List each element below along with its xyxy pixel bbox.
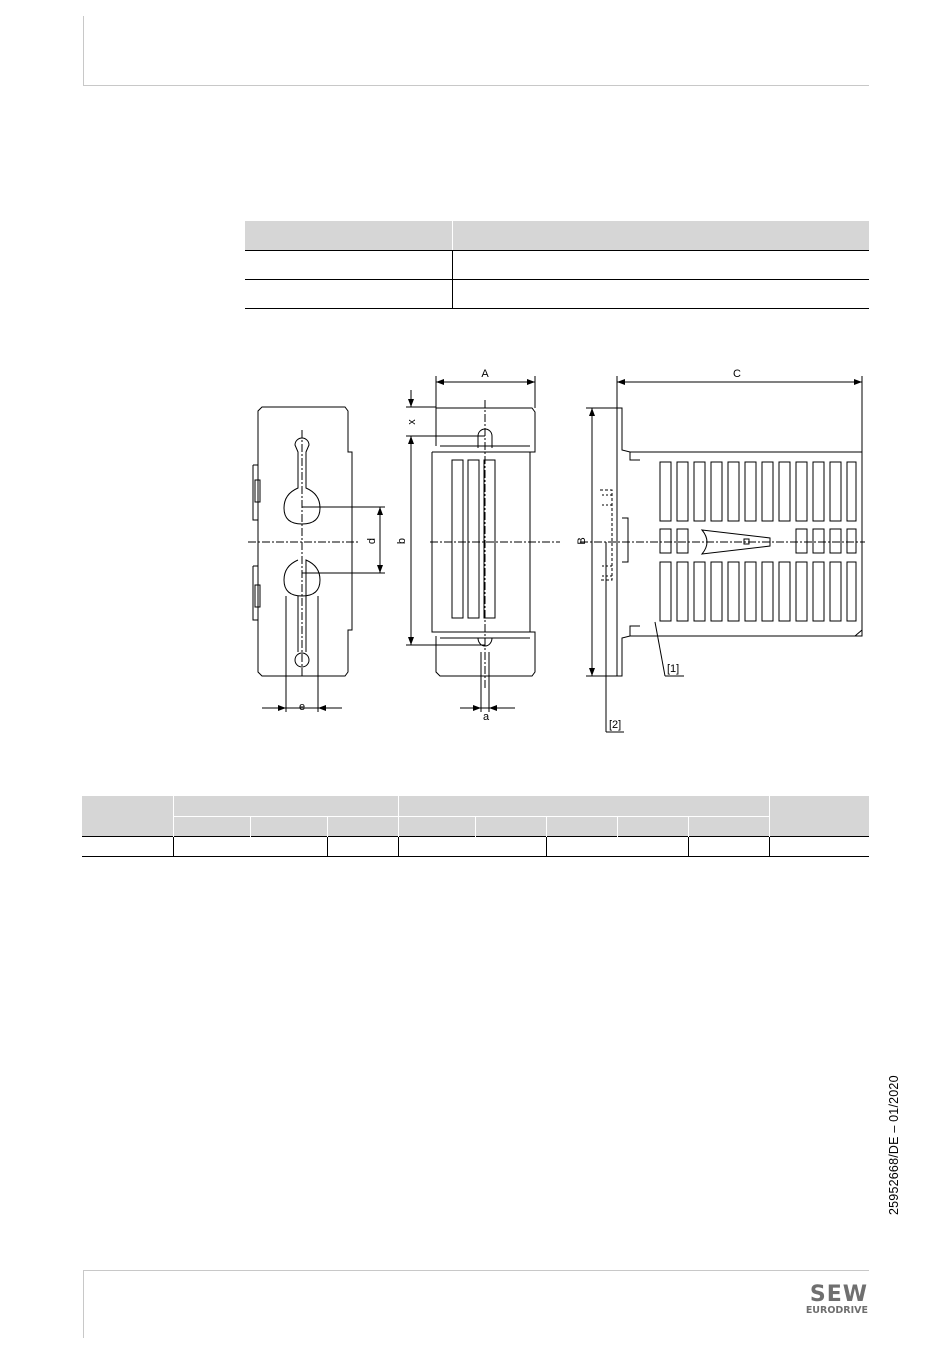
label-d: d [366,537,378,545]
label-C: C [733,368,741,380]
label-B: B [576,537,588,545]
document-id: 25952668/DE – 01/2020 [887,1075,901,1215]
label-a: a [482,711,490,723]
label-b: b [396,537,408,545]
table-row [82,837,869,857]
footer-rule [83,1270,869,1271]
footer-vertical-rule [83,1270,84,1338]
table-header-row [82,796,869,817]
label-x: x [406,419,418,425]
logo-line-1: SEW [809,1282,868,1307]
dimension-table [82,796,869,857]
logo-line-2: EURODRIVE [805,1305,868,1316]
label-A: A [481,368,489,380]
label-ref2: [2] [609,719,622,731]
label-ref1: [1] [667,663,680,675]
table-subheader-row [82,817,869,837]
label-e: e [298,701,306,713]
sew-eurodrive-logo [796,1282,868,1319]
